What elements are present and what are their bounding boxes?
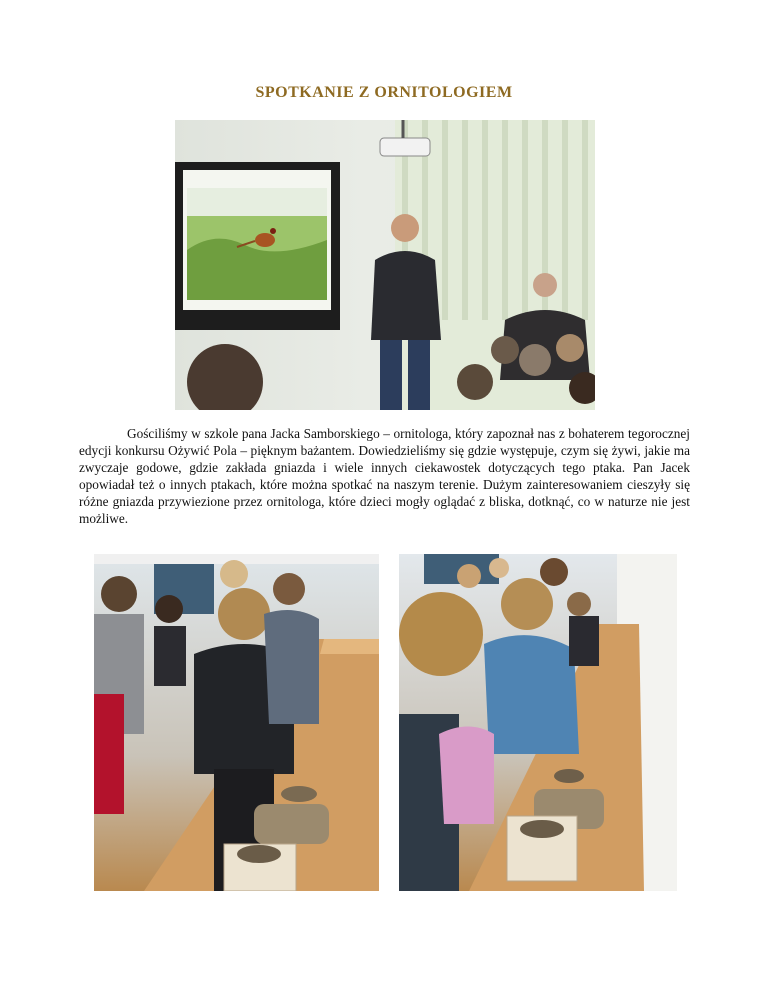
body-paragraph: Gościliśmy w szkole pana Jacka Samborskiego – ornitologa, który zapoznał nas z bohaterem tegorocznej edycji konkursu Ożywić Pola – pięknym bażantem. Dowiedzieliśmy się gdzie występuje, czym się żywi, jakie ma zwyczaje godowe, gdzie zakłada gniazda i wiele innych ciekawostek dotyczących tego ptaka. Pan Jacek opowiadał też o innych ptakach, które można spotkać na naszym terenie. Dużym zainteresowaniem cieszyły się różne gniazda przywiezione przez ornitologa, które dzieci mogły oglądać z bliska, dotknąć, co w naturze nie jest możliwe. (79, 426, 690, 526)
ornithologist-lecture-photo (175, 120, 595, 410)
children-examining-nests-photo-1 (94, 554, 379, 891)
document-title: SPOTKANIE Z ORNITOLOGIEM (255, 84, 513, 101)
children-examining-nests-photo-2 (399, 554, 677, 891)
